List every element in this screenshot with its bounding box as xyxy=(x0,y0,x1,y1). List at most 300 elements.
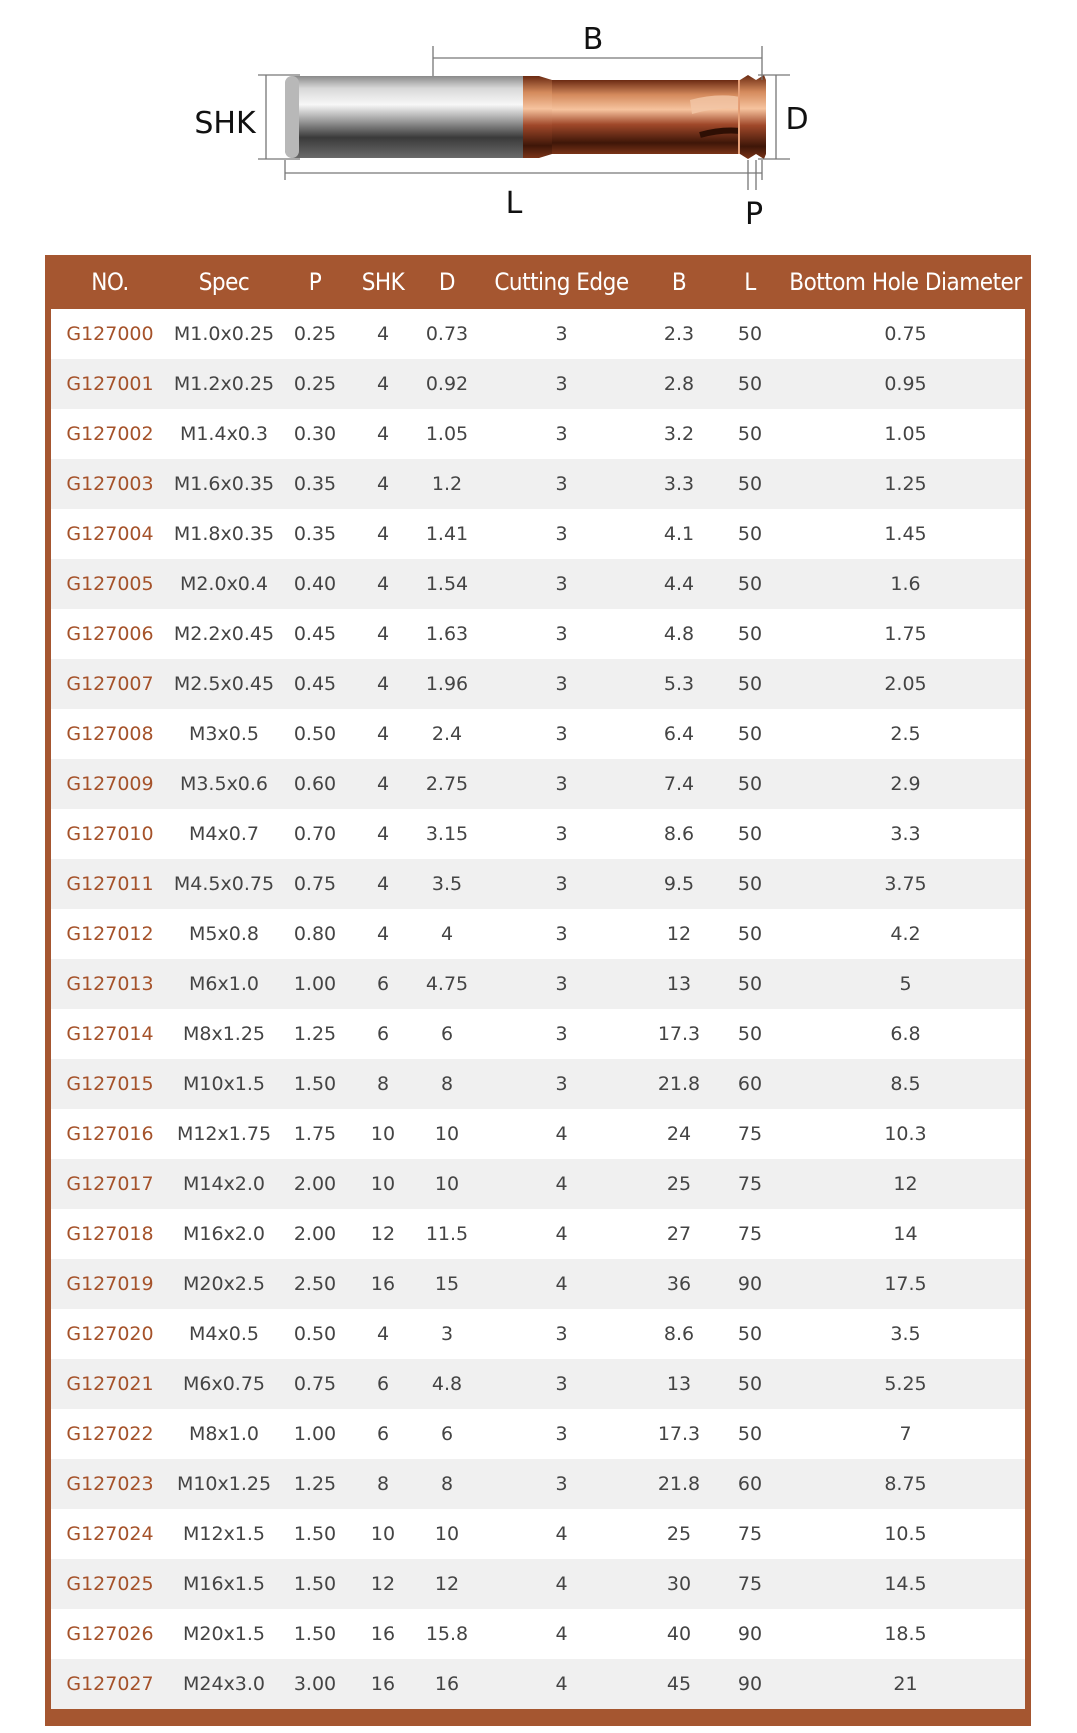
header-shk: SHK xyxy=(351,255,415,309)
cell-p: 0.40 xyxy=(279,559,351,609)
cell-bottom-hole-diameter: 10.3 xyxy=(786,1109,1025,1159)
cell-p: 0.70 xyxy=(279,809,351,859)
table-row xyxy=(51,559,1025,609)
cell-p: 1.00 xyxy=(279,959,351,1009)
cell-b: 9.5 xyxy=(644,859,714,909)
cell-d: 10 xyxy=(415,1509,479,1559)
cell-no: G127009 xyxy=(51,759,169,809)
cell-spec: M6x1.0 xyxy=(169,959,279,1009)
cell-shk: 4 xyxy=(351,909,415,959)
cell-p: 0.80 xyxy=(279,909,351,959)
table-row xyxy=(51,409,1025,459)
p-dimension xyxy=(748,160,756,190)
cell-l: 50 xyxy=(714,509,786,559)
cell-cutting-edge: 3 xyxy=(479,459,644,509)
cell-l: 75 xyxy=(714,1209,786,1259)
cell-cutting-edge: 3 xyxy=(479,609,644,659)
cell-bottom-hole-diameter: 6.8 xyxy=(786,1009,1025,1059)
cell-bottom-hole-diameter: 8.5 xyxy=(786,1059,1025,1109)
cell-d: 8 xyxy=(415,1059,479,1109)
cell-bottom-hole-diameter: 21 xyxy=(786,1659,1025,1709)
cell-b: 13 xyxy=(644,959,714,1009)
table-row xyxy=(51,809,1025,859)
cell-l: 90 xyxy=(714,1259,786,1309)
cell-d: 2.4 xyxy=(415,709,479,759)
cell-spec: M8x1.0 xyxy=(169,1409,279,1459)
table-row xyxy=(51,1009,1025,1059)
cell-shk: 8 xyxy=(351,1459,415,1509)
cell-spec: M3x0.5 xyxy=(169,709,279,759)
cell-d: 16 xyxy=(415,1659,479,1709)
cell-shk: 4 xyxy=(351,709,415,759)
table-row xyxy=(51,1159,1025,1209)
cell-b: 2.3 xyxy=(644,309,714,359)
table-row xyxy=(51,1209,1025,1259)
cell-d: 1.41 xyxy=(415,509,479,559)
table-row xyxy=(51,909,1025,959)
spec-table xyxy=(51,255,1025,1709)
cell-no: G127003 xyxy=(51,459,169,509)
cell-b: 27 xyxy=(644,1209,714,1259)
cell-cutting-edge: 3 xyxy=(479,909,644,959)
cell-shk: 4 xyxy=(351,759,415,809)
table-row xyxy=(51,309,1025,359)
tool-thread-head xyxy=(738,75,766,159)
cell-b: 45 xyxy=(644,1659,714,1709)
cell-d: 10 xyxy=(415,1109,479,1159)
cell-d: 4 xyxy=(415,909,479,959)
cell-spec: M16x1.5 xyxy=(169,1559,279,1609)
cell-no: G127012 xyxy=(51,909,169,959)
cell-p: 1.50 xyxy=(279,1059,351,1109)
cell-d: 2.75 xyxy=(415,759,479,809)
cell-shk: 6 xyxy=(351,1359,415,1409)
cell-shk: 4 xyxy=(351,409,415,459)
cell-d: 1.2 xyxy=(415,459,479,509)
table-row xyxy=(51,1059,1025,1109)
cell-b: 3.3 xyxy=(644,459,714,509)
cell-cutting-edge: 3 xyxy=(479,1359,644,1409)
cell-b: 4.1 xyxy=(644,509,714,559)
tool-coating-band xyxy=(523,76,539,158)
cell-b: 13 xyxy=(644,1359,714,1409)
table-row xyxy=(51,1409,1025,1459)
cell-cutting-edge: 3 xyxy=(479,309,644,359)
cell-b: 3.2 xyxy=(644,409,714,459)
cell-l: 50 xyxy=(714,659,786,709)
cell-l: 75 xyxy=(714,1109,786,1159)
header-spec: Spec xyxy=(169,255,279,309)
cell-no: G127027 xyxy=(51,1659,169,1709)
cell-d: 6 xyxy=(415,1009,479,1059)
cell-b: 4.8 xyxy=(644,609,714,659)
spec-table-container xyxy=(45,255,1031,1726)
cell-l: 50 xyxy=(714,1409,786,1459)
cell-cutting-edge: 3 xyxy=(479,809,644,859)
cell-p: 0.50 xyxy=(279,709,351,759)
cell-bottom-hole-diameter: 3.3 xyxy=(786,809,1025,859)
cell-shk: 8 xyxy=(351,1059,415,1109)
cell-cutting-edge: 4 xyxy=(479,1609,644,1659)
cell-b: 25 xyxy=(644,1159,714,1209)
cell-shk: 4 xyxy=(351,609,415,659)
cell-no: G127018 xyxy=(51,1209,169,1259)
cell-bottom-hole-diameter: 1.05 xyxy=(786,409,1025,459)
table-row xyxy=(51,759,1025,809)
cell-b: 40 xyxy=(644,1609,714,1659)
cell-spec: M24x3.0 xyxy=(169,1659,279,1709)
cell-l: 90 xyxy=(714,1659,786,1709)
cell-bottom-hole-diameter: 2.9 xyxy=(786,759,1025,809)
cell-d: 1.05 xyxy=(415,409,479,459)
table-row xyxy=(51,359,1025,409)
table-row xyxy=(51,709,1025,759)
cell-b: 21.8 xyxy=(644,1059,714,1109)
cell-cutting-edge: 4 xyxy=(479,1159,644,1209)
cell-d: 0.92 xyxy=(415,359,479,409)
cell-bottom-hole-diameter: 0.75 xyxy=(786,309,1025,359)
cell-p: 0.75 xyxy=(279,1359,351,1409)
cell-cutting-edge: 3 xyxy=(479,559,644,609)
cell-p: 0.35 xyxy=(279,509,351,559)
cell-l: 50 xyxy=(714,909,786,959)
cell-cutting-edge: 4 xyxy=(479,1209,644,1259)
cell-shk: 6 xyxy=(351,959,415,1009)
cell-no: G127020 xyxy=(51,1309,169,1359)
cell-spec: M2.2x0.45 xyxy=(169,609,279,659)
table-row xyxy=(51,1609,1025,1659)
cell-b: 17.3 xyxy=(644,1009,714,1059)
cell-bottom-hole-diameter: 3.5 xyxy=(786,1309,1025,1359)
cell-cutting-edge: 3 xyxy=(479,409,644,459)
cell-bottom-hole-diameter: 18.5 xyxy=(786,1609,1025,1659)
cell-d: 15 xyxy=(415,1259,479,1309)
header-d: D xyxy=(415,255,479,309)
table-header-row xyxy=(51,255,1025,309)
cell-bottom-hole-diameter: 1.45 xyxy=(786,509,1025,559)
cell-d: 4.75 xyxy=(415,959,479,1009)
cell-no: G127000 xyxy=(51,309,169,359)
cell-cutting-edge: 3 xyxy=(479,1009,644,1059)
cell-cutting-edge: 3 xyxy=(479,759,644,809)
cell-cutting-edge: 3 xyxy=(479,659,644,709)
cell-no: G127014 xyxy=(51,1009,169,1059)
cell-no: G127019 xyxy=(51,1259,169,1309)
cell-d: 10 xyxy=(415,1159,479,1209)
cell-l: 75 xyxy=(714,1159,786,1209)
cell-b: 5.3 xyxy=(644,659,714,709)
cell-spec: M1.6x0.35 xyxy=(169,459,279,509)
p-label: P xyxy=(744,197,764,232)
cell-l: 50 xyxy=(714,1309,786,1359)
header-bottom-hole-diameter: Bottom Hole Diameter xyxy=(786,255,1025,309)
cell-spec: M14x2.0 xyxy=(169,1159,279,1209)
cell-no: G127010 xyxy=(51,809,169,859)
cell-spec: M20x2.5 xyxy=(169,1259,279,1309)
cell-no: G127011 xyxy=(51,859,169,909)
cell-cutting-edge: 4 xyxy=(479,1509,644,1559)
cell-l: 50 xyxy=(714,809,786,859)
cell-no: G127013 xyxy=(51,959,169,1009)
header-p: P xyxy=(279,255,351,309)
cell-no: G127008 xyxy=(51,709,169,759)
cell-p: 0.35 xyxy=(279,459,351,509)
cell-bottom-hole-diameter: 7 xyxy=(786,1409,1025,1459)
table-row xyxy=(51,609,1025,659)
cell-no: G127005 xyxy=(51,559,169,609)
cell-shk: 4 xyxy=(351,559,415,609)
cell-shk: 4 xyxy=(351,859,415,909)
table-row xyxy=(51,1359,1025,1409)
cell-no: G127022 xyxy=(51,1409,169,1459)
cell-d: 4.8 xyxy=(415,1359,479,1409)
cell-spec: M16x2.0 xyxy=(169,1209,279,1259)
tool-neck xyxy=(552,80,748,154)
cell-b: 8.6 xyxy=(644,1309,714,1359)
cell-l: 50 xyxy=(714,959,786,1009)
cell-p: 2.50 xyxy=(279,1259,351,1309)
b-label: B xyxy=(582,22,604,57)
cell-d: 8 xyxy=(415,1459,479,1509)
cell-bottom-hole-diameter: 5 xyxy=(786,959,1025,1009)
cell-b: 21.8 xyxy=(644,1459,714,1509)
cell-shk: 12 xyxy=(351,1559,415,1609)
cell-no: G127021 xyxy=(51,1359,169,1409)
cell-spec: M4x0.5 xyxy=(169,1309,279,1359)
cell-d: 3.5 xyxy=(415,859,479,909)
cell-bottom-hole-diameter: 3.75 xyxy=(786,859,1025,909)
cell-p: 0.75 xyxy=(279,859,351,909)
cell-d: 12 xyxy=(415,1559,479,1609)
cell-bottom-hole-diameter: 17.5 xyxy=(786,1259,1025,1309)
cell-l: 50 xyxy=(714,559,786,609)
cell-spec: M1.0x0.25 xyxy=(169,309,279,359)
cell-bottom-hole-diameter: 14 xyxy=(786,1209,1025,1259)
header-cutting-edge: Cutting Edge xyxy=(479,255,644,309)
cell-shk: 10 xyxy=(351,1159,415,1209)
cell-d: 3 xyxy=(415,1309,479,1359)
cell-cutting-edge: 3 xyxy=(479,509,644,559)
header-b: B xyxy=(644,255,714,309)
table-row xyxy=(51,1309,1025,1359)
cell-b: 4.4 xyxy=(644,559,714,609)
tool-taper xyxy=(539,76,552,158)
cell-p: 0.25 xyxy=(279,359,351,409)
table-row xyxy=(51,459,1025,509)
cell-b: 6.4 xyxy=(644,709,714,759)
cell-spec: M20x1.5 xyxy=(169,1609,279,1659)
cell-shk: 10 xyxy=(351,1509,415,1559)
table-row xyxy=(51,659,1025,709)
cell-b: 24 xyxy=(644,1109,714,1159)
cell-p: 1.75 xyxy=(279,1109,351,1159)
cell-b: 17.3 xyxy=(644,1409,714,1459)
cell-bottom-hole-diameter: 2.05 xyxy=(786,659,1025,709)
cell-spec: M4x0.7 xyxy=(169,809,279,859)
cell-l: 75 xyxy=(714,1509,786,1559)
l-label: L xyxy=(505,186,523,221)
cell-cutting-edge: 4 xyxy=(479,1559,644,1609)
cell-cutting-edge: 3 xyxy=(479,959,644,1009)
cell-d: 15.8 xyxy=(415,1609,479,1659)
cell-b: 7.4 xyxy=(644,759,714,809)
table-row xyxy=(51,1659,1025,1709)
cell-l: 90 xyxy=(714,1609,786,1659)
cell-shk: 12 xyxy=(351,1209,415,1259)
cell-spec: M3.5x0.6 xyxy=(169,759,279,809)
cell-p: 0.45 xyxy=(279,609,351,659)
table-row xyxy=(51,959,1025,1009)
cell-p: 1.00 xyxy=(279,1409,351,1459)
cell-p: 1.50 xyxy=(279,1609,351,1659)
cell-p: 1.25 xyxy=(279,1459,351,1509)
cell-p: 1.50 xyxy=(279,1509,351,1559)
cell-l: 50 xyxy=(714,309,786,359)
cell-p: 0.60 xyxy=(279,759,351,809)
cell-no: G127026 xyxy=(51,1609,169,1659)
cell-b: 25 xyxy=(644,1509,714,1559)
cell-cutting-edge: 3 xyxy=(479,1459,644,1509)
cell-cutting-edge: 4 xyxy=(479,1659,644,1709)
table-row xyxy=(51,1259,1025,1309)
cell-spec: M1.8x0.35 xyxy=(169,509,279,559)
cell-shk: 4 xyxy=(351,809,415,859)
table-row xyxy=(51,1509,1025,1559)
cell-no: G127017 xyxy=(51,1159,169,1209)
cell-bottom-hole-diameter: 0.95 xyxy=(786,359,1025,409)
cell-spec: M4.5x0.75 xyxy=(169,859,279,909)
cell-no: G127016 xyxy=(51,1109,169,1159)
cell-bottom-hole-diameter: 8.75 xyxy=(786,1459,1025,1509)
cell-cutting-edge: 3 xyxy=(479,1409,644,1459)
cell-shk: 16 xyxy=(351,1609,415,1659)
cell-l: 50 xyxy=(714,1359,786,1409)
cell-spec: M12x1.75 xyxy=(169,1109,279,1159)
cell-l: 50 xyxy=(714,709,786,759)
cell-shk: 6 xyxy=(351,1409,415,1459)
cell-b: 8.6 xyxy=(644,809,714,859)
cell-bottom-hole-diameter: 2.5 xyxy=(786,709,1025,759)
cell-spec: M1.2x0.25 xyxy=(169,359,279,409)
cell-spec: M10x1.25 xyxy=(169,1459,279,1509)
cell-p: 3.00 xyxy=(279,1659,351,1709)
cell-bottom-hole-diameter: 14.5 xyxy=(786,1559,1025,1609)
cell-d: 1.96 xyxy=(415,659,479,709)
cell-cutting-edge: 3 xyxy=(479,709,644,759)
cell-shk: 6 xyxy=(351,1009,415,1059)
cell-spec: M2.0x0.4 xyxy=(169,559,279,609)
cell-no: G127001 xyxy=(51,359,169,409)
cell-no: G127025 xyxy=(51,1559,169,1609)
cell-d: 1.54 xyxy=(415,559,479,609)
table-row xyxy=(51,859,1025,909)
cell-l: 50 xyxy=(714,609,786,659)
cell-p: 0.25 xyxy=(279,309,351,359)
cell-spec: M6x0.75 xyxy=(169,1359,279,1409)
cell-shk: 4 xyxy=(351,459,415,509)
cell-bottom-hole-diameter: 4.2 xyxy=(786,909,1025,959)
table-row xyxy=(51,1459,1025,1509)
l-dimension xyxy=(285,160,762,180)
cell-cutting-edge: 3 xyxy=(479,1309,644,1359)
cell-l: 50 xyxy=(714,359,786,409)
tool-shank xyxy=(285,76,545,158)
d-label: D xyxy=(785,102,809,137)
cell-l: 75 xyxy=(714,1559,786,1609)
cell-shk: 4 xyxy=(351,309,415,359)
cell-d: 3.15 xyxy=(415,809,479,859)
cell-shk: 10 xyxy=(351,1109,415,1159)
cell-bottom-hole-diameter: 12 xyxy=(786,1159,1025,1209)
cell-l: 50 xyxy=(714,459,786,509)
tool-diagram xyxy=(0,0,1077,250)
cell-p: 1.50 xyxy=(279,1559,351,1609)
cell-no: G127024 xyxy=(51,1509,169,1559)
cell-l: 50 xyxy=(714,409,786,459)
cell-shk: 4 xyxy=(351,359,415,409)
cell-no: G127006 xyxy=(51,609,169,659)
header-l: L xyxy=(714,255,786,309)
cell-spec: M10x1.5 xyxy=(169,1059,279,1109)
cell-d: 0.73 xyxy=(415,309,479,359)
cell-no: G127023 xyxy=(51,1459,169,1509)
cell-p: 0.50 xyxy=(279,1309,351,1359)
cell-b: 36 xyxy=(644,1259,714,1309)
cell-bottom-hole-diameter: 1.75 xyxy=(786,609,1025,659)
cell-no: G127004 xyxy=(51,509,169,559)
cell-spec: M12x1.5 xyxy=(169,1509,279,1559)
cell-cutting-edge: 3 xyxy=(479,859,644,909)
cell-cutting-edge: 3 xyxy=(479,1059,644,1109)
shk-label: SHK xyxy=(194,106,256,141)
header-no: NO. xyxy=(51,255,169,309)
cell-no: G127002 xyxy=(51,409,169,459)
cell-shk: 4 xyxy=(351,509,415,559)
cell-cutting-edge: 4 xyxy=(479,1259,644,1309)
cell-b: 12 xyxy=(644,909,714,959)
cell-p: 0.30 xyxy=(279,409,351,459)
table-row xyxy=(51,1559,1025,1609)
cell-bottom-hole-diameter: 1.25 xyxy=(786,459,1025,509)
cell-b: 30 xyxy=(644,1559,714,1609)
cell-p: 2.00 xyxy=(279,1209,351,1259)
cell-p: 0.45 xyxy=(279,659,351,709)
cell-shk: 4 xyxy=(351,659,415,709)
cell-bottom-hole-diameter: 1.6 xyxy=(786,559,1025,609)
cell-shk: 4 xyxy=(351,1309,415,1359)
cell-l: 60 xyxy=(714,1059,786,1109)
cell-b: 2.8 xyxy=(644,359,714,409)
table-body xyxy=(51,309,1025,1709)
cell-no: G127007 xyxy=(51,659,169,709)
cell-no: G127015 xyxy=(51,1059,169,1109)
table-row xyxy=(51,509,1025,559)
cell-d: 11.5 xyxy=(415,1209,479,1259)
cell-spec: M2.5x0.45 xyxy=(169,659,279,709)
cell-spec: M5x0.8 xyxy=(169,909,279,959)
cell-l: 60 xyxy=(714,1459,786,1509)
cell-bottom-hole-diameter: 10.5 xyxy=(786,1509,1025,1559)
cell-p: 2.00 xyxy=(279,1159,351,1209)
cell-l: 50 xyxy=(714,1009,786,1059)
cell-l: 50 xyxy=(714,759,786,809)
cell-bottom-hole-diameter: 5.25 xyxy=(786,1359,1025,1409)
cell-shk: 16 xyxy=(351,1259,415,1309)
cell-l: 50 xyxy=(714,859,786,909)
cell-d: 1.63 xyxy=(415,609,479,659)
cell-d: 6 xyxy=(415,1409,479,1459)
table-row xyxy=(51,1109,1025,1159)
